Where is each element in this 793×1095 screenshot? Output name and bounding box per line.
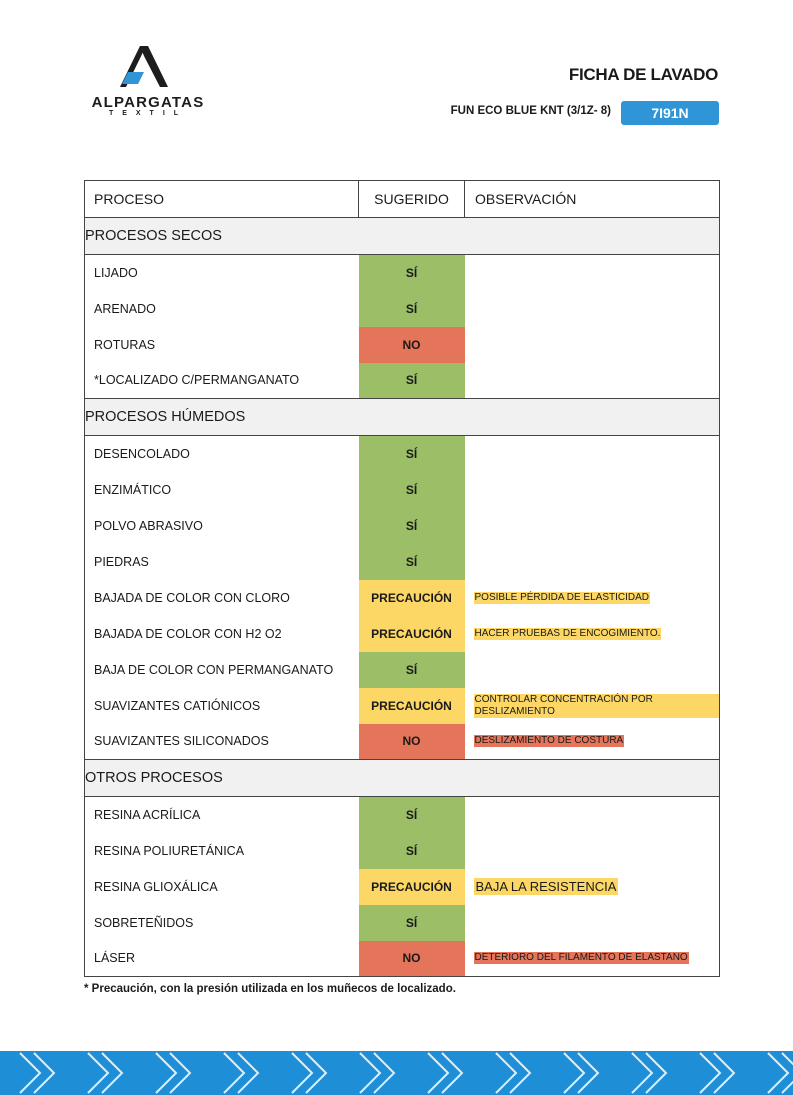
table-row: [85, 941, 720, 977]
observacion-cell: [465, 616, 720, 652]
observacion-cell: [465, 905, 720, 941]
logo-subtitle: TEXTIL: [108, 110, 188, 117]
sugerido-cell: PRECAUCIÓN: [359, 616, 465, 652]
observacion-cell: [465, 941, 720, 977]
proceso-cell: BAJA DE COLOR CON PERMANGANATO: [85, 652, 359, 688]
table-row: [85, 652, 720, 688]
observacion-cell: [465, 797, 720, 833]
observacion-cell: [465, 436, 720, 472]
section-title: PROCESOS HÚMEDOS: [85, 399, 720, 436]
table-row: [85, 724, 720, 760]
logo-mark-icon: [84, 44, 212, 94]
proceso-cell: LÁSER: [85, 941, 359, 977]
proceso-cell: LIJADO: [85, 255, 359, 291]
page-title: FICHA DE LAVADO: [568, 65, 718, 84]
table-row: [85, 508, 720, 544]
table-row: [85, 833, 720, 869]
observacion-text: DESLIZAMIENTO DE COSTURA: [474, 735, 624, 747]
proceso-cell: RESINA POLIURETÁNICA: [85, 833, 359, 869]
product-name: FUN ECO BLUE KNT (3/1Z- 8): [450, 105, 611, 117]
decorative-banner: [0, 1051, 793, 1095]
table-row: [85, 869, 720, 905]
table-row: [85, 327, 720, 363]
section-row: [85, 218, 720, 255]
proceso-cell: ENZIMÁTICO: [85, 472, 359, 508]
sugerido-cell: SÍ: [359, 363, 465, 399]
proceso-cell: POLVO ABRASIVO: [85, 508, 359, 544]
observacion-text: HACER PRUEBAS DE ENCOGIMIENTO.: [474, 627, 661, 639]
sugerido-cell: NO: [359, 941, 465, 977]
col-header-proceso: PROCESO: [85, 181, 359, 218]
product-code-badge: 7I91N: [621, 101, 719, 125]
table-row: [85, 472, 720, 508]
footnote: * Precaución, con la presión utilizada en los muñecos de localizado.: [84, 983, 456, 995]
proceso-cell: DESENCOLADO: [85, 436, 359, 472]
table-header-row: [85, 181, 720, 218]
col-header-observacion: OBSERVACIÓN: [465, 181, 720, 218]
sugerido-cell: SÍ: [359, 508, 465, 544]
observacion-text: BAJA LA RESISTENCIA: [475, 879, 617, 894]
proceso-cell: SUAVIZANTES SILICONADOS: [85, 724, 359, 760]
section-row: [85, 760, 720, 797]
sugerido-cell: NO: [359, 724, 465, 760]
sugerido-cell: SÍ: [359, 652, 465, 688]
sugerido-cell: SÍ: [359, 291, 465, 327]
table-row: [85, 905, 720, 941]
observacion-cell: [465, 327, 720, 363]
proceso-cell: BAJADA DE COLOR CON CLORO: [85, 580, 359, 616]
table-row: [85, 544, 720, 580]
sugerido-cell: SÍ: [359, 255, 465, 291]
sugerido-cell: SÍ: [359, 436, 465, 472]
section-title: OTROS PROCESOS: [85, 760, 720, 797]
sugerido-cell: SÍ: [359, 833, 465, 869]
table-row: [85, 291, 720, 327]
table-row: [85, 255, 720, 291]
table-row: [85, 580, 720, 616]
table-row: [85, 616, 720, 652]
proceso-cell: RESINA ACRÍLICA: [85, 797, 359, 833]
proceso-cell: ROTURAS: [85, 327, 359, 363]
sugerido-cell: PRECAUCIÓN: [359, 688, 465, 724]
observacion-cell: [465, 580, 720, 616]
proceso-cell: SUAVIZANTES CATIÓNICOS: [85, 688, 359, 724]
observacion-text: CONTROLAR CONCENTRACIÓN POR DESLIZAMIENTO: [474, 694, 720, 718]
table-row: [85, 363, 720, 399]
observacion-cell: [465, 291, 720, 327]
observacion-cell: [465, 869, 720, 905]
observacion-cell: [465, 472, 720, 508]
proceso-cell: SOBRETEÑIDOS: [85, 905, 359, 941]
observacion-cell: [465, 688, 720, 724]
sugerido-cell: SÍ: [359, 544, 465, 580]
proceso-cell: PIEDRAS: [85, 544, 359, 580]
observacion-cell: [465, 363, 720, 399]
section-row: [85, 399, 720, 436]
section-title: PROCESOS SECOS: [85, 218, 720, 255]
proceso-cell: RESINA GLIOXÁLICA: [85, 869, 359, 905]
observacion-cell: [465, 724, 720, 760]
sugerido-cell: PRECAUCIÓN: [359, 580, 465, 616]
observacion-cell: [465, 255, 720, 291]
proceso-cell: *LOCALIZADO C/PERMANGANATO: [85, 363, 359, 399]
table-row: [85, 688, 720, 724]
proceso-cell: BAJADA DE COLOR CON H2 O2: [85, 616, 359, 652]
logo-wordmark: ALPARGATAS: [91, 94, 205, 111]
observacion-cell: [465, 544, 720, 580]
observacion-cell: [465, 652, 720, 688]
table-row: [85, 797, 720, 833]
sugerido-cell: NO: [359, 327, 465, 363]
table-row: [85, 436, 720, 472]
proceso-cell: ARENADO: [85, 291, 359, 327]
col-header-sugerido: SUGERIDO: [359, 181, 465, 218]
alpargatas-logo: [84, 44, 212, 124]
observacion-cell: [465, 508, 720, 544]
sugerido-cell: SÍ: [359, 905, 465, 941]
sugerido-cell: SÍ: [359, 472, 465, 508]
sugerido-cell: PRECAUCIÓN: [359, 869, 465, 905]
observacion-cell: [465, 833, 720, 869]
wash-table: [84, 180, 720, 977]
observacion-text: DETERIORO DEL FILAMENTO DE ELASTANO: [474, 952, 688, 964]
observacion-text: POSIBLE PÉRDIDA DE ELASTICIDAD: [474, 591, 649, 603]
sugerido-cell: SÍ: [359, 797, 465, 833]
